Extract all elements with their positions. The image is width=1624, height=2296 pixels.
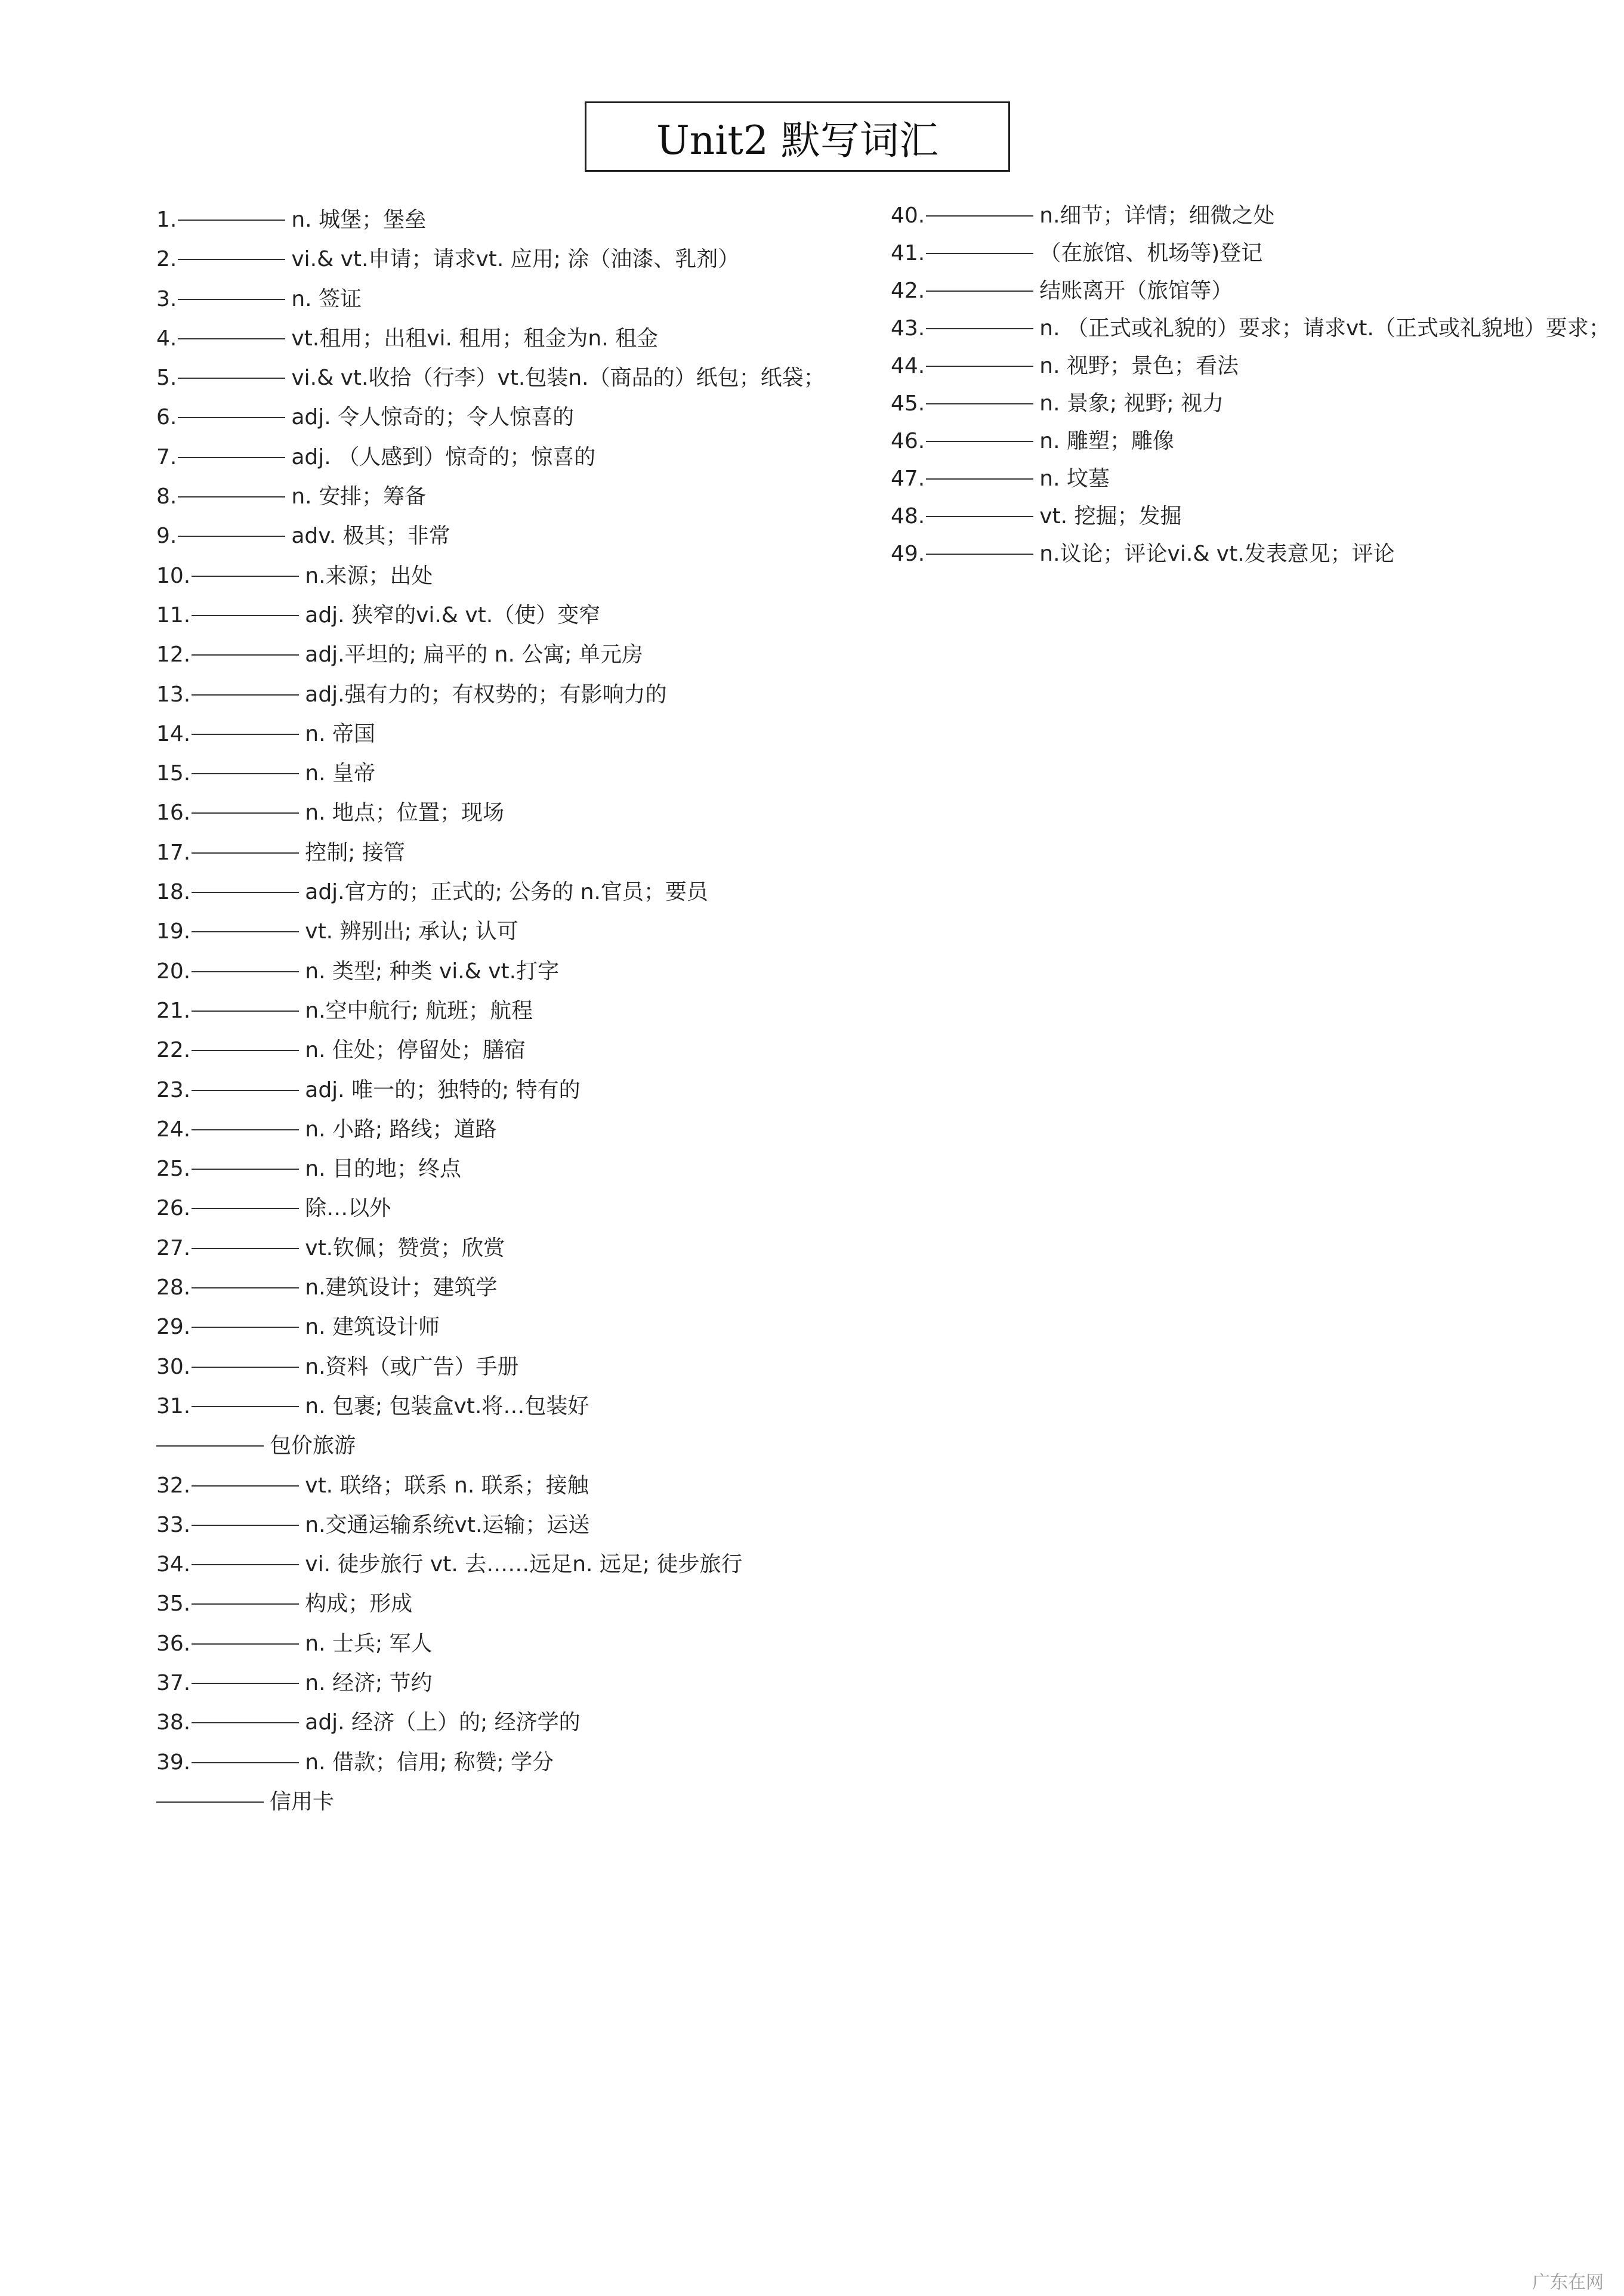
item-number: 3. bbox=[156, 286, 177, 311]
item-number: 42. bbox=[891, 279, 925, 303]
vocab-item bbox=[156, 596, 890, 635]
vocab-item bbox=[156, 1703, 890, 1742]
item-number: 21. bbox=[156, 998, 191, 1023]
vocab-item bbox=[156, 1031, 890, 1070]
answer-blank[interactable] bbox=[926, 366, 1033, 367]
item-number: 36. bbox=[156, 1631, 191, 1656]
item-number: 11. bbox=[156, 602, 191, 628]
item-definition: vi.& vt.申请；请求vt. 应用; 涂（油漆、乳剂） bbox=[291, 247, 740, 272]
item-number: 26. bbox=[156, 1196, 191, 1221]
item-number: 19. bbox=[156, 919, 191, 944]
item-definition: 结账离开（旅馆等） bbox=[1039, 279, 1233, 303]
item-definition: 包价旅游 bbox=[270, 1433, 356, 1458]
vocab-item bbox=[156, 1664, 890, 1703]
vocab-item bbox=[156, 1071, 890, 1110]
vocab-item bbox=[156, 635, 890, 675]
vocab-item bbox=[156, 477, 890, 517]
item-number: 31. bbox=[156, 1393, 191, 1419]
answer-blank[interactable] bbox=[192, 1406, 299, 1407]
answer-blank[interactable] bbox=[192, 812, 299, 814]
item-number: 20. bbox=[156, 959, 191, 984]
item-definition: n. 视野；景色；看法 bbox=[1039, 354, 1239, 378]
vocab-item bbox=[156, 754, 890, 793]
item-number: 4. bbox=[156, 326, 177, 351]
item-definition: n.议论；评论vi.& vt.发表意见；评论 bbox=[1039, 542, 1395, 566]
answer-blank[interactable] bbox=[926, 215, 1033, 217]
answer-blank[interactable] bbox=[192, 1603, 299, 1605]
item-definition: adj.强有力的；有权势的；有影响力的 bbox=[305, 682, 667, 707]
item-number: 40. bbox=[891, 203, 925, 228]
item-definition: n. 签证 bbox=[291, 286, 362, 311]
item-definition: n. 经济; 节约 bbox=[305, 1670, 433, 1695]
page-title: Unit2 默写词汇 bbox=[585, 101, 1010, 172]
item-number: 43. bbox=[891, 316, 925, 341]
item-number: 25. bbox=[156, 1157, 191, 1182]
item-number: 46. bbox=[891, 429, 925, 453]
answer-blank[interactable] bbox=[192, 1169, 299, 1170]
vocab-item bbox=[156, 912, 890, 951]
item-definition: n.细节；详情；细微之处 bbox=[1039, 203, 1275, 228]
item-number: 16. bbox=[156, 801, 191, 826]
vocab-item bbox=[156, 1782, 890, 1822]
answer-blank[interactable] bbox=[178, 417, 285, 418]
item-definition: n. 景象; 视野; 视力 bbox=[1039, 391, 1224, 416]
item-number: 10. bbox=[156, 563, 191, 588]
item-number: 23. bbox=[156, 1077, 191, 1102]
answer-blank[interactable] bbox=[192, 1248, 299, 1249]
item-number: 45. bbox=[891, 391, 925, 416]
answer-blank[interactable] bbox=[178, 299, 285, 300]
item-definition: 构成；形成 bbox=[305, 1592, 413, 1617]
answer-blank[interactable] bbox=[178, 457, 285, 458]
vocab-item bbox=[156, 359, 890, 398]
answer-blank[interactable] bbox=[192, 1722, 299, 1723]
vocab-item bbox=[156, 793, 890, 833]
item-definition: n. 类型; 种类 vi.& vt.打字 bbox=[305, 959, 560, 984]
vocab-item bbox=[156, 517, 890, 556]
vocab-item bbox=[156, 1584, 890, 1624]
item-number: 49. bbox=[891, 542, 925, 566]
answer-blank[interactable] bbox=[926, 478, 1033, 480]
item-number: 1. bbox=[156, 208, 177, 232]
vocab-item bbox=[156, 1624, 890, 1664]
item-number: 12. bbox=[156, 642, 191, 668]
vocab-item bbox=[156, 280, 890, 319]
item-number: 27. bbox=[156, 1235, 191, 1260]
item-definition: vt. 挖掘；发掘 bbox=[1039, 504, 1182, 529]
answer-blank[interactable] bbox=[192, 892, 299, 893]
vocab-item bbox=[891, 422, 1616, 460]
item-definition: vi. 徒步旅行 vt. 去……远足n. 远足; 徒步旅行 bbox=[305, 1552, 743, 1577]
item-number: 15. bbox=[156, 761, 191, 786]
item-number: 41. bbox=[891, 241, 925, 265]
item-definition: n. 安排；筹备 bbox=[291, 484, 427, 509]
answer-blank[interactable] bbox=[926, 441, 1033, 442]
answer-blank[interactable] bbox=[192, 1564, 299, 1565]
item-definition: adj.平坦的; 扁平的 n. 公寓; 单元房 bbox=[305, 642, 643, 668]
item-number: 8. bbox=[156, 484, 177, 509]
answer-blank[interactable] bbox=[192, 1129, 299, 1130]
item-definition: n. （正式或礼貌的）要求；请求vt.（正式或礼貌地）要求； bbox=[1039, 316, 1610, 341]
answer-blank[interactable] bbox=[192, 1090, 299, 1091]
item-definition: n. 目的地；终点 bbox=[305, 1157, 461, 1182]
item-number: 44. bbox=[891, 354, 925, 378]
item-definition: （在旅馆、机场等)登记 bbox=[1039, 241, 1263, 265]
vocab-item bbox=[156, 557, 890, 596]
vocab-item bbox=[156, 1149, 890, 1189]
item-definition: vt.钦佩；赞赏；欣赏 bbox=[305, 1235, 505, 1260]
item-definition: n.建筑设计；建筑学 bbox=[305, 1275, 498, 1300]
answer-blank[interactable] bbox=[192, 1643, 299, 1645]
answer-blank[interactable] bbox=[926, 253, 1033, 254]
answer-blank[interactable] bbox=[192, 734, 299, 735]
item-number: 18. bbox=[156, 880, 191, 905]
answer-blank[interactable] bbox=[178, 259, 285, 260]
vocab-item bbox=[156, 1426, 890, 1466]
item-number: 32. bbox=[156, 1473, 191, 1498]
vocab-item bbox=[156, 1506, 890, 1545]
answer-blank[interactable] bbox=[926, 554, 1033, 555]
item-number: 37. bbox=[156, 1670, 191, 1695]
answer-blank[interactable] bbox=[192, 576, 299, 577]
item-number: 28. bbox=[156, 1275, 191, 1300]
answer-blank[interactable] bbox=[192, 654, 299, 656]
answer-blank[interactable] bbox=[192, 1367, 299, 1368]
item-definition: adj. 唯一的；独特的; 特有的 bbox=[305, 1077, 581, 1102]
answer-blank[interactable] bbox=[178, 536, 285, 537]
item-definition: 控制; 接管 bbox=[305, 840, 405, 865]
vocab-item bbox=[156, 1110, 890, 1149]
item-number: 35. bbox=[156, 1592, 191, 1617]
item-definition: n.空中航行; 航班；航程 bbox=[305, 998, 533, 1023]
item-definition: n.交通运输系统vt.运输；运送 bbox=[305, 1512, 590, 1537]
item-definition: n. 建筑设计师 bbox=[305, 1315, 440, 1340]
answer-blank[interactable] bbox=[192, 1287, 299, 1288]
vocab-item bbox=[156, 1268, 890, 1308]
answer-blank[interactable] bbox=[156, 1801, 264, 1803]
vocab-item bbox=[891, 497, 1616, 535]
watermark: 广东在网 bbox=[1532, 2272, 1604, 2293]
vocab-item bbox=[891, 310, 1616, 347]
item-number: 34. bbox=[156, 1552, 191, 1577]
answer-blank[interactable] bbox=[178, 378, 285, 379]
item-definition: vt.租用；出租vi. 租用；租金为n. 租金 bbox=[291, 326, 659, 351]
item-definition: n.来源；出处 bbox=[305, 563, 433, 588]
item-number: 48. bbox=[891, 504, 925, 529]
answer-blank[interactable] bbox=[192, 1327, 299, 1328]
vocab-item bbox=[891, 272, 1616, 310]
item-number: 38. bbox=[156, 1710, 191, 1735]
answer-blank[interactable] bbox=[926, 403, 1033, 404]
answer-blank[interactable] bbox=[192, 971, 299, 972]
item-definition: vt. 辨别出; 承认; 认可 bbox=[305, 919, 518, 944]
item-number: 33. bbox=[156, 1512, 191, 1537]
item-definition: n. 坟墓 bbox=[1039, 466, 1110, 491]
item-number: 9. bbox=[156, 524, 177, 549]
item-definition: n. 住处；停留处；膳宿 bbox=[305, 1038, 526, 1063]
item-number: 5. bbox=[156, 366, 177, 391]
vocab-item bbox=[891, 460, 1616, 497]
vocab-item bbox=[156, 240, 890, 279]
vocab-item bbox=[156, 991, 890, 1031]
answer-blank[interactable] bbox=[192, 1683, 299, 1684]
answer-blank[interactable] bbox=[192, 1208, 299, 1209]
answer-blank[interactable] bbox=[192, 694, 299, 696]
answer-blank[interactable] bbox=[192, 1525, 299, 1526]
item-definition: 除…以外 bbox=[305, 1196, 391, 1221]
item-number: 14. bbox=[156, 721, 191, 746]
vocab-item bbox=[156, 1545, 890, 1584]
item-definition: n. 皇帝 bbox=[305, 761, 375, 786]
item-definition: adj.官方的；正式的; 公务的 n.官员；要员 bbox=[305, 880, 708, 905]
answer-blank[interactable] bbox=[192, 773, 299, 774]
item-definition: n. 帝国 bbox=[305, 721, 375, 746]
answer-blank[interactable] bbox=[192, 931, 299, 932]
item-definition: n. 雕塑；雕像 bbox=[1039, 429, 1174, 453]
vocab-item bbox=[156, 873, 890, 912]
item-definition: n. 包裹; 包装盒vt.将…包装好 bbox=[305, 1393, 589, 1419]
vocab-item bbox=[156, 398, 890, 437]
item-definition: adj. 经济（上）的; 经济学的 bbox=[305, 1710, 581, 1735]
item-definition: adj. （人感到）惊奇的；惊喜的 bbox=[291, 444, 596, 469]
item-definition: vi.& vt.收拾（行李）vt.包装n.（商品的）纸包；纸袋； bbox=[291, 366, 825, 391]
vocab-item bbox=[156, 1348, 890, 1387]
answer-blank[interactable] bbox=[192, 1050, 299, 1051]
vocab-item bbox=[156, 1743, 890, 1782]
vocab-list-left bbox=[156, 200, 890, 1822]
answer-blank[interactable] bbox=[192, 1762, 299, 1763]
item-definition: n. 士兵; 军人 bbox=[305, 1631, 433, 1656]
answer-blank[interactable] bbox=[192, 1485, 299, 1487]
item-number: 24. bbox=[156, 1117, 191, 1142]
item-number: 6. bbox=[156, 405, 177, 430]
item-number: 47. bbox=[891, 466, 925, 491]
item-number: 22. bbox=[156, 1038, 191, 1063]
item-definition: vt. 联络；联系 n. 联系；接触 bbox=[305, 1473, 589, 1498]
answer-blank[interactable] bbox=[926, 328, 1033, 329]
vocab-item bbox=[891, 535, 1616, 573]
answer-blank[interactable] bbox=[156, 1445, 264, 1447]
vocab-item bbox=[156, 833, 890, 873]
vocab-item bbox=[891, 347, 1616, 385]
vocab-item bbox=[156, 952, 890, 991]
item-definition: n. 借款；信用; 称赞; 学分 bbox=[305, 1750, 554, 1775]
vocab-item bbox=[156, 200, 890, 240]
vocab-item bbox=[156, 715, 890, 754]
answer-blank[interactable] bbox=[926, 516, 1033, 517]
answer-blank[interactable] bbox=[178, 338, 285, 339]
vocab-item bbox=[891, 234, 1616, 272]
answer-blank[interactable] bbox=[178, 220, 285, 221]
item-number: 7. bbox=[156, 444, 177, 469]
vocab-item bbox=[156, 319, 890, 359]
item-definition: n.资料（或广告）手册 bbox=[305, 1354, 519, 1379]
item-number: 17. bbox=[156, 840, 191, 865]
item-definition: adv. 极其；非常 bbox=[291, 524, 450, 549]
item-definition: n. 小路; 路线；道路 bbox=[305, 1117, 497, 1142]
vocab-item bbox=[156, 1308, 890, 1347]
item-definition: adj. 令人惊奇的；令人惊喜的 bbox=[291, 405, 575, 430]
vocab-item bbox=[891, 385, 1616, 422]
answer-blank[interactable] bbox=[926, 291, 1033, 292]
vocab-item bbox=[156, 438, 890, 477]
vocab-item bbox=[156, 1466, 890, 1506]
answer-blank[interactable] bbox=[192, 1011, 299, 1012]
item-number: 13. bbox=[156, 682, 191, 707]
answer-blank[interactable] bbox=[192, 615, 299, 616]
item-definition: adj. 狭窄的vi.& vt.（使）变窄 bbox=[305, 602, 601, 628]
item-number: 39. bbox=[156, 1750, 191, 1775]
vocab-item bbox=[156, 1229, 890, 1268]
item-number: 30. bbox=[156, 1354, 191, 1379]
vocab-item bbox=[891, 197, 1616, 234]
item-number: 2. bbox=[156, 247, 177, 272]
vocab-item bbox=[156, 1189, 890, 1228]
vocab-list-right bbox=[891, 197, 1616, 573]
item-definition: n. 地点；位置；现场 bbox=[305, 801, 504, 826]
answer-blank[interactable] bbox=[178, 496, 285, 497]
answer-blank[interactable] bbox=[192, 852, 299, 854]
vocab-item bbox=[156, 675, 890, 715]
item-number: 29. bbox=[156, 1315, 191, 1340]
item-definition: n. 城堡；堡垒 bbox=[291, 208, 427, 232]
item-definition: 信用卡 bbox=[270, 1789, 335, 1814]
vocab-item bbox=[156, 1387, 890, 1426]
